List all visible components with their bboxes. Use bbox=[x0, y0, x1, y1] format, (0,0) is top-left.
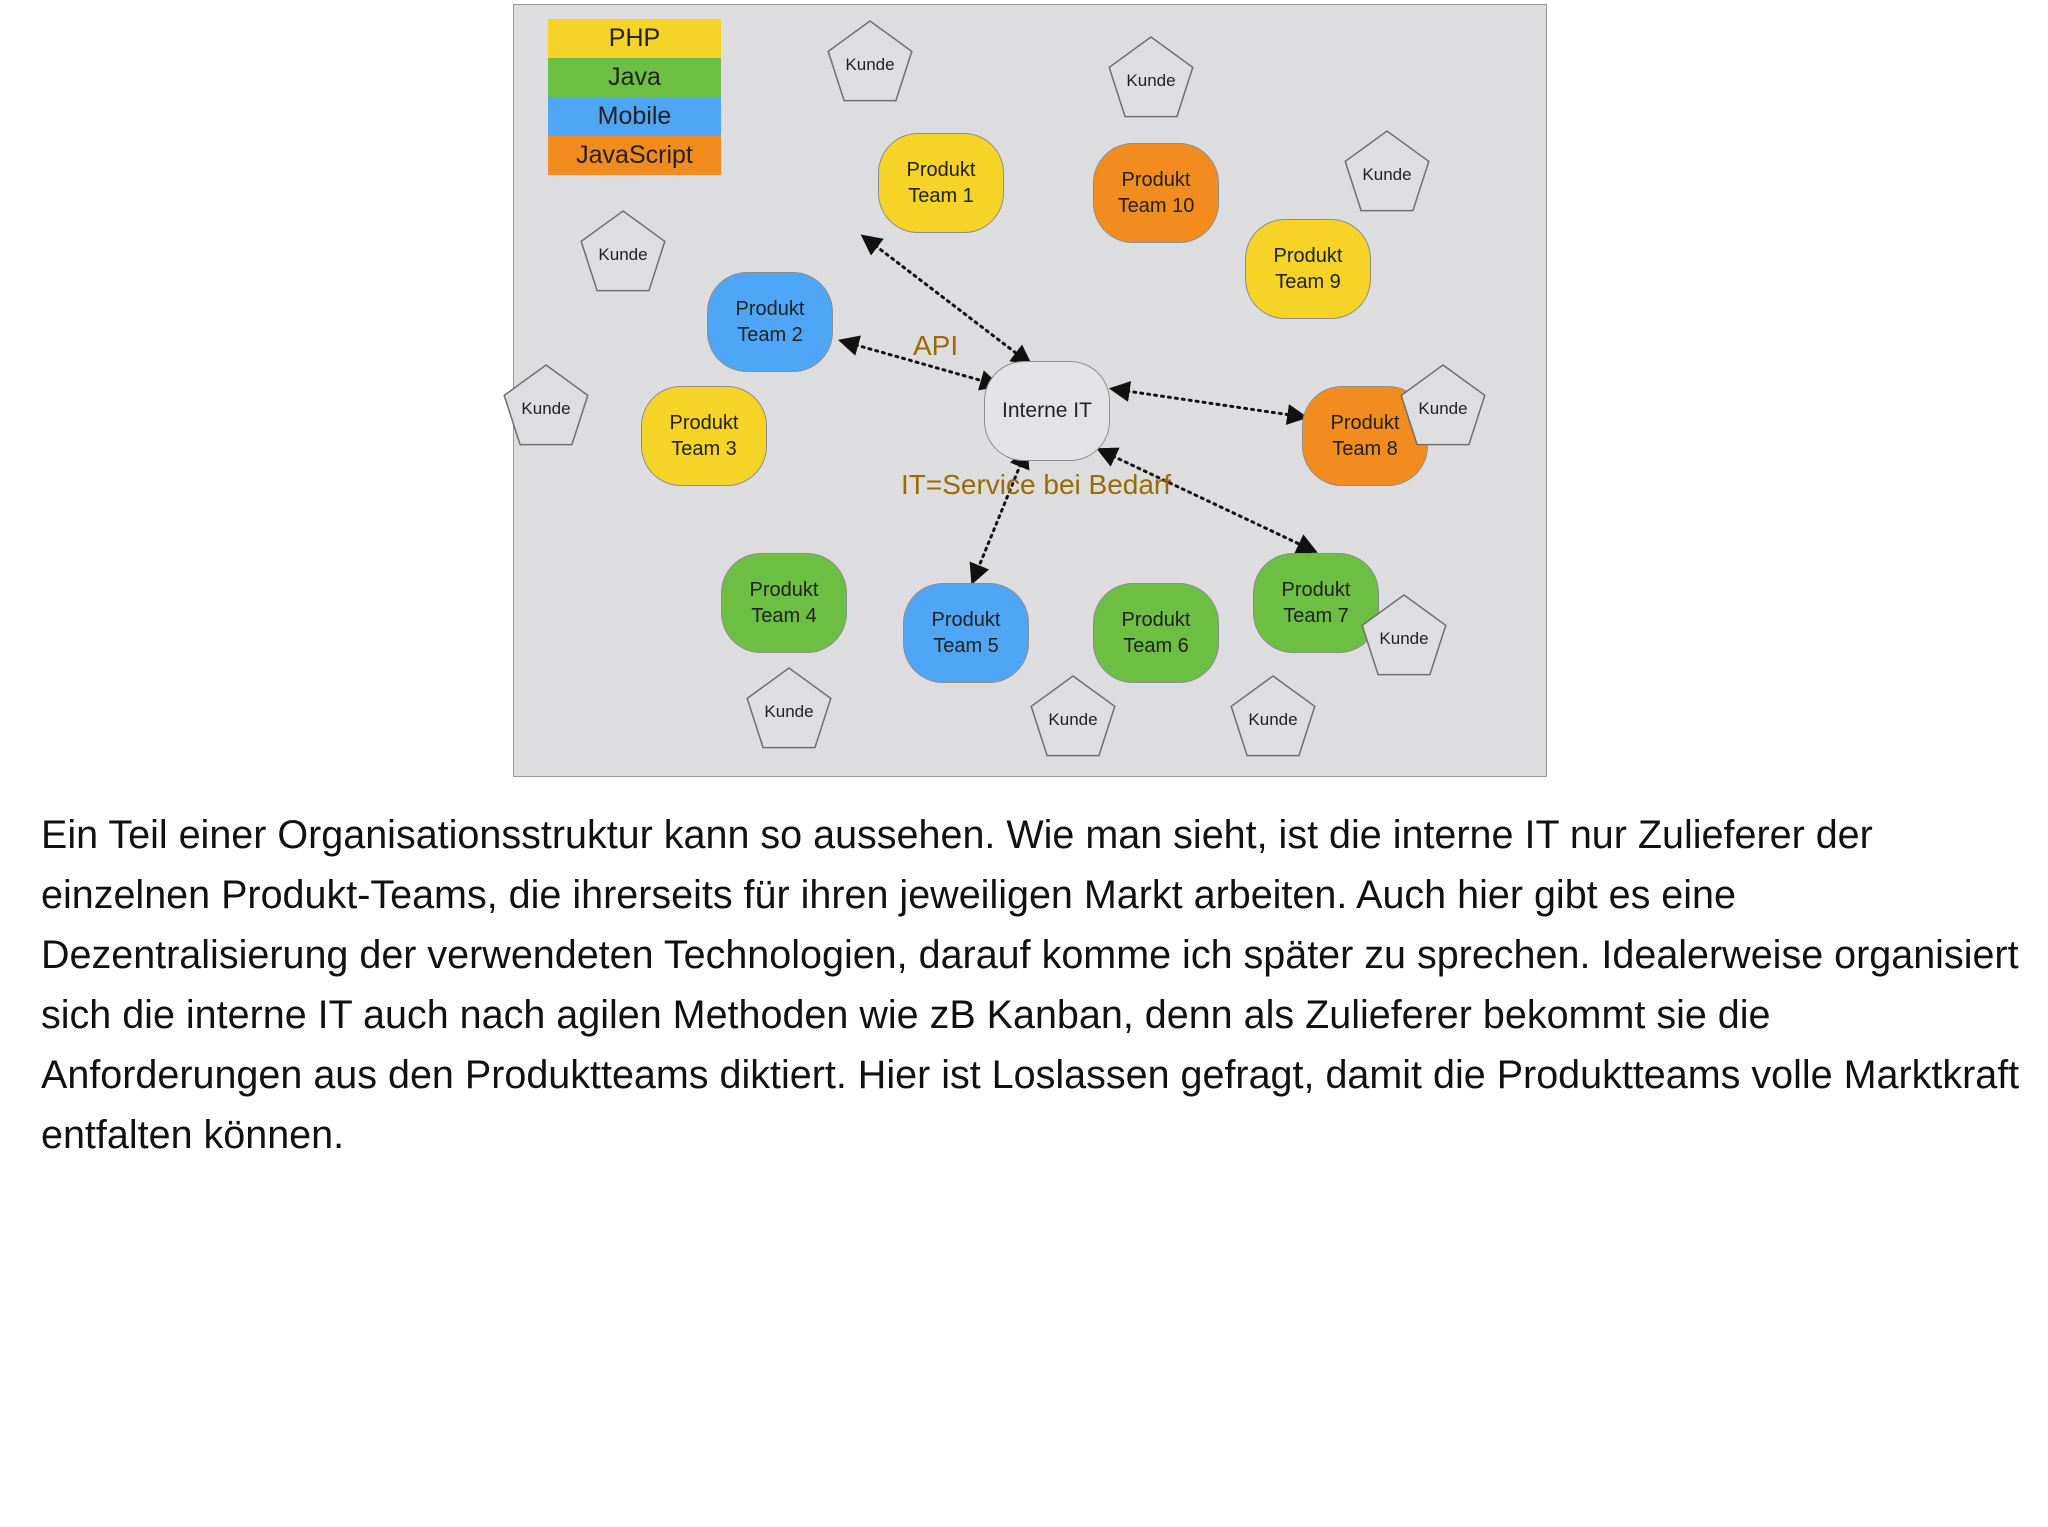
kunde-label: Kunde bbox=[1048, 710, 1098, 729]
kunde-pentagon bbox=[1028, 670, 1118, 760]
kunde-pentagon bbox=[825, 15, 915, 105]
legend-item-mobile: Mobile bbox=[548, 97, 721, 136]
team-label-line2: Team 5 bbox=[933, 635, 999, 657]
kunde-pentagon bbox=[501, 359, 591, 449]
kunde-pentagon bbox=[1106, 31, 1196, 121]
kunde-pentagon bbox=[1398, 359, 1488, 449]
kunde-pentagon bbox=[1359, 589, 1449, 679]
legend-item-java: Java bbox=[548, 58, 721, 97]
team-9 bbox=[1245, 219, 1371, 319]
kunde-label: Kunde bbox=[1126, 71, 1176, 90]
team-label-line2: Team 7 bbox=[1283, 605, 1349, 627]
kunde-label: Kunde bbox=[1379, 629, 1429, 648]
team-label-line2: Team 9 bbox=[1275, 271, 1341, 293]
team-label-line2: Team 4 bbox=[751, 605, 817, 627]
kunde-label: Kunde bbox=[598, 245, 648, 264]
kunde-pentagon bbox=[1342, 125, 1432, 215]
team-2 bbox=[707, 272, 833, 372]
internal-it-node: Interne IT bbox=[984, 361, 1110, 461]
team-5 bbox=[903, 583, 1029, 683]
team-label-line1: Produkt bbox=[669, 412, 739, 434]
team-4 bbox=[721, 553, 847, 653]
kunde-label: Kunde bbox=[1418, 399, 1468, 418]
kunde-label: Kunde bbox=[1362, 165, 1412, 184]
team-3 bbox=[641, 386, 767, 486]
kunde-pentagon bbox=[578, 205, 668, 295]
team-label-line1: Produkt bbox=[749, 579, 819, 601]
team-label-line2: Team 10 bbox=[1117, 195, 1195, 217]
team-label-line1: Produkt bbox=[1121, 169, 1191, 191]
connector-team8 bbox=[1113, 389, 1304, 417]
team-label-line1: Produkt bbox=[1273, 245, 1343, 267]
legend bbox=[548, 19, 721, 175]
team-label-line2: Team 8 bbox=[1332, 438, 1398, 460]
team-label-line2: Team 2 bbox=[737, 324, 803, 346]
kunde-pentagon bbox=[744, 662, 834, 752]
kunde-label: Kunde bbox=[521, 399, 571, 418]
team-1 bbox=[878, 133, 1004, 233]
team-6 bbox=[1093, 583, 1219, 683]
team-label-line2: Team 1 bbox=[908, 185, 974, 207]
caption-text: Ein Teil einer Organisationsstruktur kann so aussehen. Wie man sieht, ist die interne IT nur Zulieferer der einzelnen Produkt-Teams, die ihrerseits für ihren jeweiligen Markt arbeiten. Auch hier gibt es eine Dezentralisierung der verwendeten Technologien, darauf komme ich später zu sprechen. Idealerweise organisiert sich die interne IT auch nach agilen Methoden wie zB Kanban, denn als Zulieferer bekommt sie die Anforderungen aus den Produktteams diktiert. Hier ist Loslassen gefragt, damit die Produktteams volle Marktkraft entfalten können. bbox=[41, 813, 2020, 1157]
kunde-label: Kunde bbox=[1248, 710, 1298, 729]
team-10 bbox=[1093, 143, 1219, 243]
api-label: API bbox=[913, 330, 959, 361]
team-label-line1: Produkt bbox=[1281, 579, 1351, 601]
legend-item-php: PHP bbox=[548, 19, 721, 58]
team-label-line1: Produkt bbox=[1121, 609, 1191, 631]
legend-item-javascript: JavaScript bbox=[548, 136, 721, 175]
team-label-line1: Produkt bbox=[906, 159, 976, 181]
kunde-label: Kunde bbox=[764, 702, 814, 721]
team-label-line2: Team 6 bbox=[1123, 635, 1189, 657]
service-label: IT=Service bei Bedarf bbox=[901, 469, 1172, 500]
team-label-line1: Produkt bbox=[1330, 412, 1400, 434]
org-diagram bbox=[513, 4, 1547, 777]
team-label-line1: Produkt bbox=[735, 298, 805, 320]
team-label-line2: Team 3 bbox=[671, 438, 737, 460]
team-label-line1: Produkt bbox=[931, 609, 1001, 631]
kunde-pentagon bbox=[1228, 670, 1318, 760]
kunde-label: Kunde bbox=[845, 55, 895, 74]
